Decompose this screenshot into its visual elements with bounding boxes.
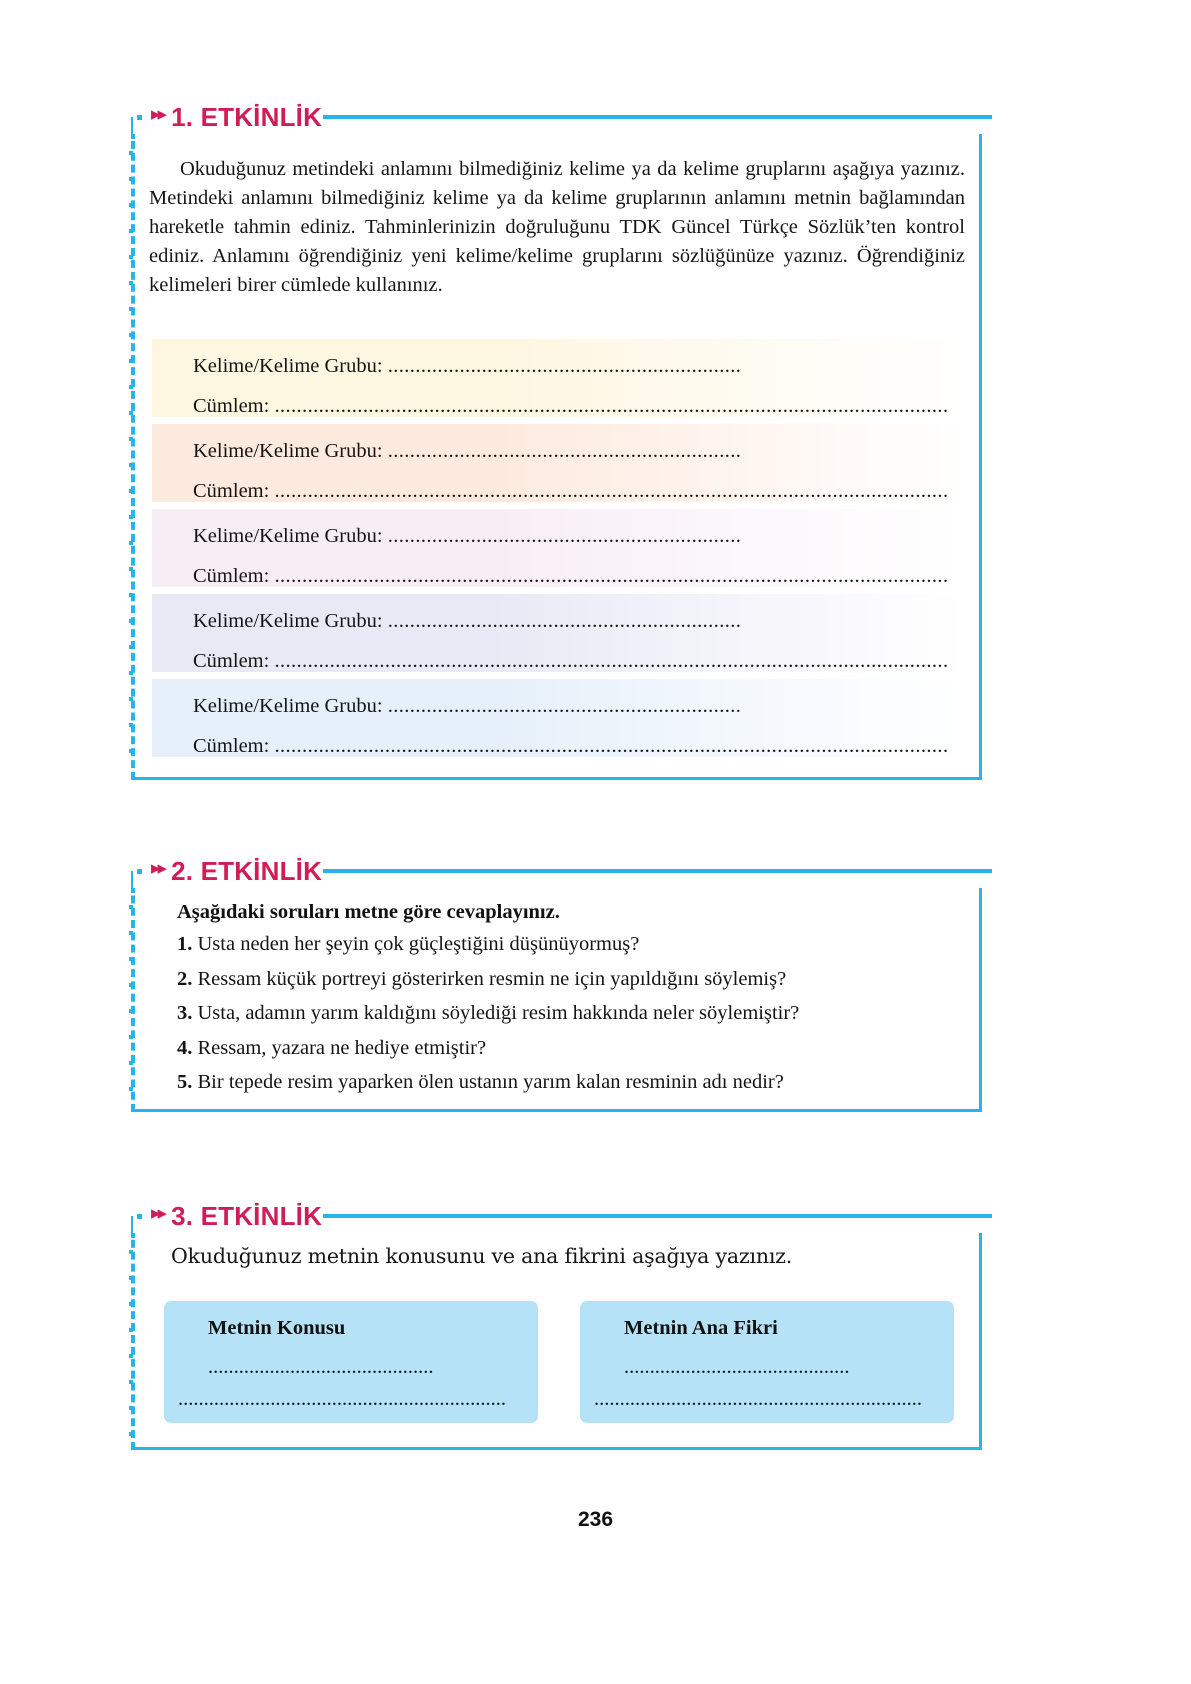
vocabulary-answer-row[interactable] <box>152 679 964 757</box>
question-text: Usta, adamın yarım kaldığını söylediği resim hakkında neler söylemiştir? <box>197 1002 800 1024</box>
dashed-edge-dot <box>129 307 133 311</box>
dashed-border-segment <box>209 1109 223 1112</box>
dashed-edge-dot <box>129 1354 133 1358</box>
activity-2-heading <box>133 854 992 888</box>
dashed-edge-dot <box>129 1087 133 1091</box>
sentence-dotted-blank[interactable]: .......................................................................................................................... <box>274 734 949 756</box>
dashed-edge-dot <box>129 1035 133 1039</box>
activity-1-dashed-left-edge <box>131 117 135 780</box>
vocabulary-answer-row[interactable] <box>152 424 964 502</box>
activity-2-dashed-left-edge <box>131 871 135 1112</box>
activity-3-instruction: Okuduğunuz metnin konusunu ve ana fikrini aşağıya yazınız. <box>171 1244 793 1268</box>
question-text: Usta neden her şeyin çok güçleştiğini düşünüyormuş? <box>197 933 640 955</box>
dashed-edge-dot <box>129 541 133 545</box>
activity-2-heading-label: 2. ETKİNLİK <box>171 855 323 886</box>
square-dot-icon <box>137 1214 142 1219</box>
dashed-border-segment <box>175 777 197 780</box>
dashed-edge-dot <box>129 281 133 285</box>
word-label: Kelime/Kelime Grubu: <box>193 525 388 547</box>
idea-box-dotted-blank[interactable]: ............................................ <box>624 1356 850 1378</box>
heading-rule <box>323 1214 992 1218</box>
sentence-dotted-blank[interactable]: .......................................................................................................................... <box>274 564 949 586</box>
activity-1-heading-label: 1. ETKİNLİK <box>171 101 323 132</box>
dashed-edge-dot <box>129 1009 133 1013</box>
dashed-edge-dot <box>129 1061 133 1065</box>
sentence-label: Cümlem: <box>193 649 275 671</box>
dashed-edge-dot <box>129 749 133 753</box>
dashed-border-segment <box>209 1447 223 1450</box>
dashed-edge-dot <box>129 1380 133 1384</box>
heading-rule <box>323 869 992 873</box>
idea-box-dotted-blank[interactable]: ................................................................ <box>594 1388 922 1410</box>
dashed-edge-dot <box>129 1406 133 1410</box>
dashed-edge-dot <box>129 359 133 363</box>
dashed-edge-dot <box>129 515 133 519</box>
sentence-dotted-blank[interactable]: .......................................................................................................................... <box>274 394 949 416</box>
dashed-edge-dot <box>129 151 133 155</box>
sentence-dotted-blank[interactable]: .......................................................................................................................... <box>274 649 949 671</box>
activity-3-idea-boxes <box>164 1301 954 1423</box>
word-label: Kelime/Kelime Grubu: <box>193 695 388 717</box>
question-number: 5. <box>177 1071 198 1093</box>
dashed-edge-dot <box>129 671 133 675</box>
dashed-edge-dot <box>129 1276 133 1280</box>
word-dotted-blank[interactable]: ................................................................ <box>387 695 742 717</box>
sentence-label: Cümlem: <box>193 564 275 586</box>
word-dotted-blank[interactable]: ................................................................ <box>387 440 742 462</box>
idea-box-dotted-blank[interactable]: ................................................................ <box>178 1388 506 1410</box>
activity-3-container <box>131 1216 982 1450</box>
question-text: Ressam, yazara ne hediye etmiştir? <box>197 1036 487 1059</box>
dashed-border-segment <box>235 1447 257 1450</box>
dashed-edge-dot <box>129 645 133 649</box>
word-entry-line[interactable] <box>193 339 964 377</box>
word-label: Kelime/Kelime Grubu: <box>193 440 388 462</box>
dashed-edge-dot <box>129 1328 133 1332</box>
dashed-edge-dot <box>129 1250 133 1254</box>
dashed-edge-dot <box>129 385 133 389</box>
double-arrow-icon: ▸▸ <box>151 102 165 125</box>
square-dot-icon <box>137 115 142 120</box>
dashed-edge-dot <box>129 1432 133 1436</box>
word-entry-line[interactable] <box>193 594 964 632</box>
sentence-entry-line[interactable] <box>193 632 964 672</box>
dashed-border-segment <box>131 777 161 780</box>
dashed-edge-dot <box>129 1302 133 1306</box>
question-item <box>177 1038 967 1059</box>
dashed-border-segment <box>175 1109 197 1112</box>
dashed-edge-dot <box>129 931 133 935</box>
square-dot-icon <box>137 869 142 874</box>
question-number: 1. <box>177 933 198 955</box>
sentence-dotted-blank[interactable]: .......................................................................................................................... <box>274 479 949 501</box>
idea-box[interactable] <box>580 1301 954 1423</box>
dashed-edge-dot <box>129 333 133 337</box>
dashed-edge-dot <box>129 957 133 961</box>
word-entry-line[interactable] <box>193 424 964 462</box>
dashed-edge-dot <box>129 463 133 467</box>
dashed-edge-dot <box>129 593 133 597</box>
sentence-entry-line[interactable] <box>193 547 964 587</box>
page-number: 236 <box>577 1508 614 1531</box>
sentence-label: Cümlem: <box>193 394 275 416</box>
double-arrow-icon: ▸▸ <box>151 1201 165 1224</box>
dashed-edge-dot <box>129 203 133 207</box>
dashed-border-segment <box>209 777 223 780</box>
activity-1-container <box>131 117 982 780</box>
word-label: Kelime/Kelime Grubu: <box>193 355 388 377</box>
idea-box[interactable] <box>164 1301 538 1423</box>
activity-2-container <box>131 871 982 1112</box>
idea-box-dotted-blank[interactable]: ............................................ <box>208 1356 434 1378</box>
word-entry-line[interactable] <box>193 679 964 717</box>
question-text: Ressam küçük portreyi gösterirken resmin ne için yapıldığını söylemiş? <box>197 967 787 990</box>
activity-3-heading-label: 3. ETKİNLİK <box>171 1200 323 1231</box>
word-label: Kelime/Kelime Grubu: <box>193 610 388 632</box>
word-dotted-blank[interactable]: ................................................................ <box>387 610 742 632</box>
sentence-entry-line[interactable] <box>193 377 964 417</box>
word-dotted-blank[interactable]: ................................................................ <box>387 525 742 547</box>
idea-box-title: Metnin Ana Fikri <box>624 1317 778 1339</box>
dashed-edge-dot <box>129 723 133 727</box>
dashed-edge-dot <box>129 177 133 181</box>
question-number: 4. <box>177 1036 198 1059</box>
sentence-entry-line[interactable] <box>193 462 964 502</box>
activity-3-heading <box>133 1199 992 1233</box>
dashed-edge-dot <box>129 619 133 623</box>
question-number: 3. <box>177 1002 198 1024</box>
question-item <box>177 1003 967 1024</box>
activity-3-dashed-left-edge <box>131 1216 135 1450</box>
idea-box-title: Metnin Konusu <box>208 1317 346 1339</box>
question-item <box>177 1072 967 1093</box>
double-arrow-icon: ▸▸ <box>151 856 165 879</box>
activity-2-question-list <box>177 934 967 1107</box>
vocabulary-answer-row[interactable] <box>152 594 964 672</box>
dashed-border-segment <box>175 1447 197 1450</box>
dashed-border-segment <box>235 1109 257 1112</box>
activity-1-answer-rows <box>152 339 964 764</box>
dashed-edge-dot <box>129 905 133 909</box>
activity-1-heading <box>133 100 992 134</box>
dashed-edge-dot <box>129 437 133 441</box>
dashed-edge-dot <box>129 697 133 701</box>
dashed-edge-dot <box>129 411 133 415</box>
sentence-label: Cümlem: <box>193 479 275 501</box>
question-text: Bir tepede resim yaparken ölen ustanın yarım kalan resminin adı nedir? <box>197 1071 784 1093</box>
dashed-border-segment <box>131 1109 161 1112</box>
sentence-entry-line[interactable] <box>193 717 964 757</box>
heading-rule <box>323 115 992 119</box>
dashed-edge-dot <box>129 567 133 571</box>
dashed-border-segment <box>235 777 257 780</box>
sentence-label: Cümlem: <box>193 734 275 756</box>
dashed-edge-dot <box>129 983 133 987</box>
question-number: 2. <box>177 967 198 990</box>
dashed-edge-dot <box>129 255 133 259</box>
word-entry-line[interactable] <box>193 509 964 547</box>
word-dotted-blank[interactable]: ................................................................ <box>387 355 742 377</box>
dashed-edge-dot <box>129 229 133 233</box>
question-item <box>177 969 967 990</box>
question-item <box>177 934 967 955</box>
activity-2-instruction: Aşağıdaki soruları metne göre cevaplayınız. <box>177 901 560 923</box>
vocabulary-answer-row[interactable] <box>152 339 964 417</box>
vocabulary-answer-row[interactable] <box>152 509 964 587</box>
activity-1-instruction: Okuduğunuz metindeki anlamını bilmediğiniz kelime ya da kelime gruplarını aşağıya yazınız. Metindeki anlamını bilmediğiniz kelime ya da kelime gruplarının anlamını metnin bağlamından hareketle tahmin ediniz. Tahminlerinizin doğruluğunu TDK Güncel Türkçe Sözlük’ten kontrol ediniz. Anlamını öğrendiğiniz yeni kelime/kelime gruplarını sözlüğünüze yazınız. Öğrendiğiniz kelimeleri birer cümlede kullanınız. <box>149 158 965 297</box>
dashed-edge-dot <box>129 489 133 493</box>
dashed-border-segment <box>131 1447 161 1450</box>
